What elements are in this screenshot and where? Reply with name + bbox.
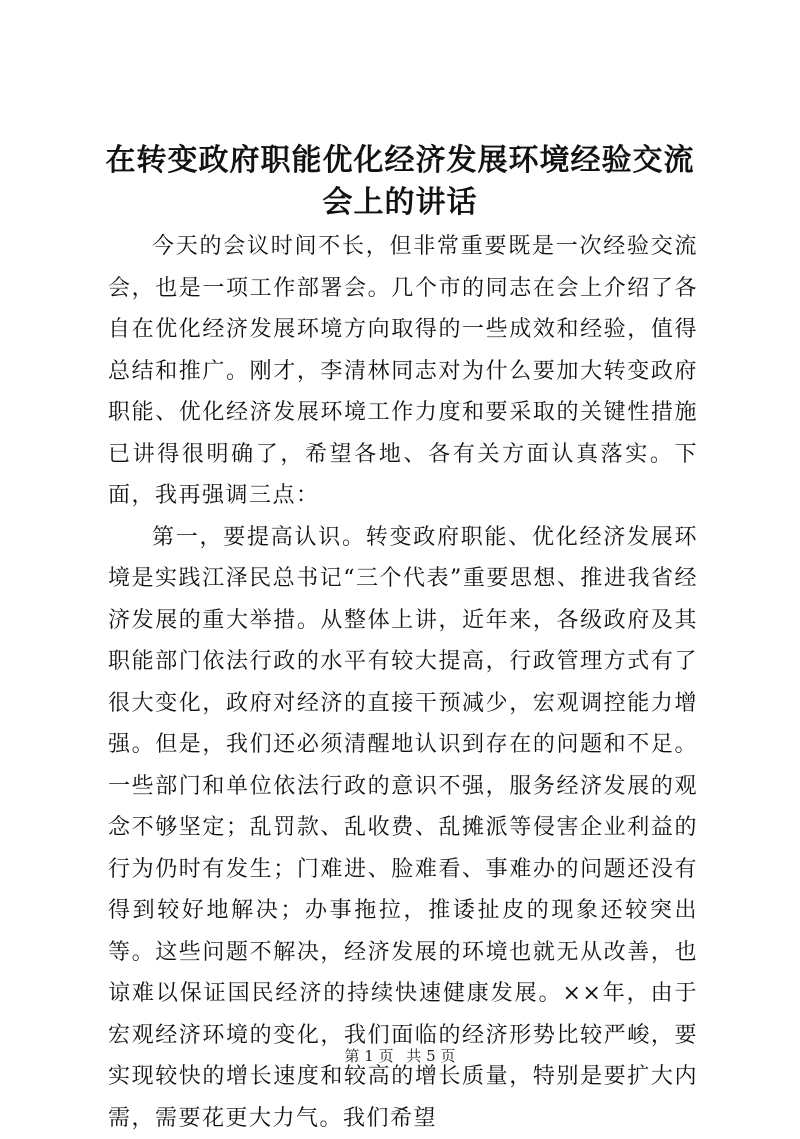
page-number: 第 1 页 (345, 1047, 394, 1065)
document-title: 在转变政府职能优化经济发展环境经验交流会上的讲话 (100, 140, 700, 224)
paragraph: 第一，要提高认识。转变政府职能、优化经济发展环境是实践江泽民总书记“三个代表”重要思想、推进我省经济发展的重大举措。从整体上讲，近年来，各级政府及其职能部门依法行政的水平有较大提高，行政管理方式有了很大变化，政府对经济的直接干预减少，宏观调控能力增强。但是，我们还必须清醒地认识到存在的问题和不足。一些部门和单位依法行政的意识不强，服务经济发展的观念不够坚定；乱罚款、乱收费、乱摊派等侵害企业利益的行为仍时有发生；门难进、脸难看、事难办的问题还没有得到较好地解决；办事拖拉，推诿扯皮的现象还较突出等。这些问题不解决，经济发展的环境也就无从改善，也谅难以保证国民经济的持续快速健康发展。××年，由于宏观经济环境的变化，我们面临的经济形势比较严峻，要实现较快的增长速度和较高的增长质量，特别是要扩大内需，需要花更大力气。我们希望 (108, 517, 698, 1139)
paragraph: 今天的会议时间不长，但非常重要既是一次经验交流会，也是一项工作部署会。几个市的同志在会上介绍了各自在优化经济发展环境方向取得的一些成效和经验，值得总结和推广。刚才，李清林同志对为什么要加大转变政府职能、优化经济发展环境工作力度和要采取的关键性措施已讲得很明确了，希望各地、各有关方面认真落实。下面，我再强调三点： (108, 226, 698, 517)
page-total: 共 5 页 (406, 1047, 455, 1065)
page-footer (0, 1046, 800, 1066)
document-body (108, 226, 698, 1139)
